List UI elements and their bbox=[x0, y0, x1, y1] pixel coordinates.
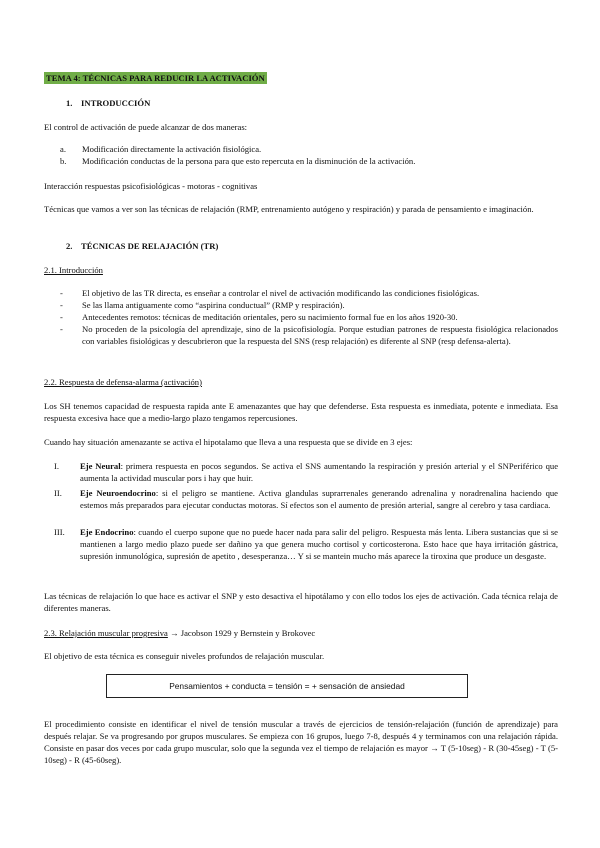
dash-marker: - bbox=[60, 288, 63, 298]
roman-marker: II. bbox=[54, 488, 62, 498]
subsection-2-1-heading: 2.1. Introducción bbox=[44, 265, 103, 275]
defense-paragraph-2: Cuando hay situación amenazante se activa el hipotalamo que lleva a una respuesta que se divide en 3 ejes: bbox=[44, 437, 413, 447]
axis-description: : cuando el cuerpo supone que no puede hacer nada para salir del peligro. Respuesta más lenta. Libera sustancias que si se mantienen a largo medio plazo puede ser dañino ya que genera mucho cortisol y corticosterona. Esto hace que haya irritación gástrica, supresión inmunológica, supresión de apetito , desesperanza… Y si se mantein mucho más aparece la tiroxina que produce un desgaste. bbox=[80, 527, 558, 561]
section-1-number: 1. bbox=[66, 98, 73, 108]
section-2-number: 2. bbox=[66, 241, 73, 251]
list-text: Modificación directamente la activación fisiológica. bbox=[82, 144, 262, 154]
formula-box bbox=[106, 674, 468, 698]
axis-text bbox=[80, 460, 558, 484]
objective-text: El objetivo de esta técnica es conseguir niveles profundos de relajación muscular. bbox=[44, 651, 325, 661]
list-text: Modificación conductas de la persona para que esto repercuta en la disminución de la activación. bbox=[82, 156, 416, 166]
bullet-text: Se las llama antiguamente como “aspirina conductual” (RMP y respiración). bbox=[82, 300, 345, 310]
subsection-2-2-heading: 2.2. Respuesta de defensa-alarma (activación) bbox=[44, 377, 202, 387]
axis-label: Eje Endocrino bbox=[80, 527, 134, 537]
section-1-title: INTRODUCCIÓN bbox=[81, 98, 151, 108]
arrow-icon: → bbox=[170, 628, 179, 638]
subsection-2-3-authors: Jacobson 1929 y Bernstein y Brokovec bbox=[178, 628, 316, 638]
dash-marker: - bbox=[60, 300, 63, 310]
axis-text bbox=[80, 487, 558, 511]
dash-marker: - bbox=[60, 312, 63, 322]
axis-description: : primera respuesta en pocos segundos. Se activa el SNS aumentando la respiración y presión arterial y el SNPeriférico que aumenta la actividad muscular pors i hay que huir. bbox=[80, 461, 559, 483]
axis-description: : si el peligro se mantiene. Activa glandulas suprarrenales generando adrenalina y noradrenalina haciendo que estemos más preparados para ejecutar conductas motoras. Sí efectos son el aumento de presión arterial, sangre al cerebro y tasa cardiaca. bbox=[80, 488, 558, 510]
roman-marker: I. bbox=[54, 461, 60, 471]
axis-label: Eje Neural bbox=[80, 461, 121, 471]
roman-marker: III. bbox=[54, 527, 65, 537]
bullet-text: Antecedentes remotos: técnicas de meditación orientales, pero su nacimiento formal fue en los años 1920-30. bbox=[82, 312, 458, 322]
axis-label: Eje Neuroendocrino bbox=[80, 488, 156, 498]
list-marker: b. bbox=[60, 156, 67, 166]
interaction-text: Interacción respuestas psicofisiológicas - motoras - cognitivas bbox=[44, 181, 258, 191]
bullet-text: El objetivo de las TR directa, es enseñar a controlar el nivel de activación modificando las condiciones fisiológicas. bbox=[82, 288, 480, 298]
section-2-heading bbox=[66, 240, 218, 252]
defense-paragraph-1: Los SH tenemos capacidad de respuesta rapida ante E amenazantes que hay que defenderse. Esta respuesta es inmediata, potente e inmediata. Esa respuesta excesiva hace que a medio-largo plazo tengamos repercusiones. bbox=[44, 401, 558, 423]
formula-text: Pensamientos + conducta = tensión = + sensación de ansiedad bbox=[169, 681, 405, 691]
axis-text bbox=[80, 526, 558, 562]
procedure-paragraph: El procedimiento consiste en identificar el nivel de tensión muscular a través de ejercicios de tensión-relajación (función de aprendizaje) para después relajar. Se va progresando por grupos musculares. Se empieza con 16 grupos, luego 7-8, después 4 y terminamos con una relajación rápida. Consiste en pasar dos veces por cada grupo muscular, solo que la segunda vez el tiempo de relajación es mayor → T (5-10seg) - R (30-45seg) - T (5-10seg) - R (45-60seg). bbox=[44, 719, 558, 765]
section-2-title: TÉCNICAS DE RELAJACIÓN (TR) bbox=[81, 241, 219, 251]
techniques-paragraph: Técnicas que vamos a ver son las técnicas de relajación (RMP, entrenamiento autógeno y respiración) y parada de pensamiento e imaginación. bbox=[44, 204, 534, 214]
bullet-text: No proceden de la psicología del aprendizaje, sino de la psicofisiología. Porque estudian patrones de respuesta fisiológica relacionados con variables fisiológicas y descubrieron que la respuesta del SNS (resp relajación) es diferente al SNP (resp defensa-alerta). bbox=[82, 324, 558, 346]
subsection-2-3-title: 2.3. Relajación muscular progresiva bbox=[44, 628, 168, 638]
relaxation-summary: Las técnicas de relajación lo que hace es activar el SNP y esto desactiva el hipotálamo y con ello todos los ejes de activación. Cada técnica relaja de diferentes maneras. bbox=[44, 591, 558, 613]
dash-marker: - bbox=[60, 324, 63, 334]
subsection-2-3-heading bbox=[44, 627, 315, 639]
list-marker: a. bbox=[60, 144, 66, 154]
section-1-heading bbox=[66, 97, 150, 109]
document-title: TEMA 4: TÉCNICAS PARA REDUCIR LA ACTIVACIÓN bbox=[46, 73, 265, 83]
intro-lead: El control de activación de puede alcanzar de dos maneras: bbox=[44, 122, 248, 132]
